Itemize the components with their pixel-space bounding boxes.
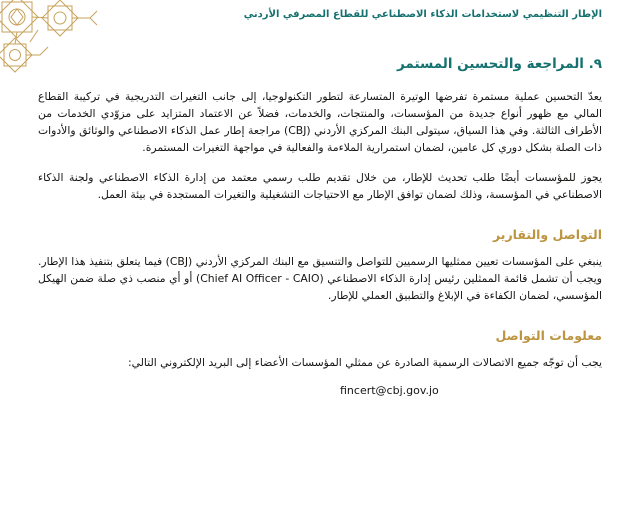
running-header-title: الإطار التنظيمي لاستخدامات الذكاء الاصطناعي للقطاع المصرفي الأردني — [243, 9, 602, 20]
paragraph-communication-and-reports: ينبغي على المؤسسات تعيين ممثليها الرسميين للتواصل والتنسيق مع البنك المركزي الأردني (CBJ) فيما يتعلق بتنفيذ هذا الإطار. ويجب أن تشمل قائمة الممثلين رئيس إدارة الذكاء الاصطناعي (Chief AI Officer - CAIO) أو أي منصب ذي صلة ضمن الهيكل المؤسسي، لضمان الكفاءة في الإبلاغ والتطبيق العملي للإطار. — [38, 255, 602, 302]
subsection-title-communication-and-reports: التواصل والتقارير — [493, 227, 602, 242]
paragraph-contact-information: يجب أن توجّه جميع الاتصالات الرسمية الصادرة عن ممثلي المؤسسات الأعضاء إلى البريد الإلكتروني التالي: — [127, 356, 602, 369]
contact-email-link[interactable]: fincert@cbj.gov.jo — [340, 384, 439, 397]
paragraph-continuous-improvement-1: يعدّ التحسين عملية مستمرة تفرضها الوتيرة المتسارعة لتطور التكنولوجيا، إلى جانب التغيرات التدريجية في تركيبة القطاع المالي مع ظهور أنواع جديدة من المؤسسات، والمنتجات، والخدمات، فضلاً عن الاعتماد المتزايد على مزوّدي الخدمات من الأطراف الثالثة. وفي هذا السياق، سيتولى البنك المركزي الأردني (CBJ) مراجعة إطار عمل الذكاء الاصطناعي والوثائق والأدوات ذات الصلة بشكل دوري كل عامين، لضمان استمرارية الملاءمة والفعالية في مواجهة التغيرات المستمرة. — [38, 90, 602, 154]
paragraph-continuous-improvement-2: يجوز للمؤسسات أيضًا طلب تحديث للإطار، من خلال تقديم طلب رسمي معتمد من إدارة الذكاء الاصطناعي ولجنة الذكاء الاصطناعي في المؤسسة، وذلك لضمان توافق الإطار مع الاحتياجات التشغيلية والتغيرات المستجدة في بيئة العمل. — [38, 171, 602, 201]
section-title-review-continuous-improvement: ٩. المراجعة والتحسين المستمر — [397, 56, 602, 72]
subsection-title-contact-information: معلومات التواصل — [495, 328, 602, 343]
contact-email-line — [38, 384, 602, 397]
page-content — [38, 44, 602, 397]
